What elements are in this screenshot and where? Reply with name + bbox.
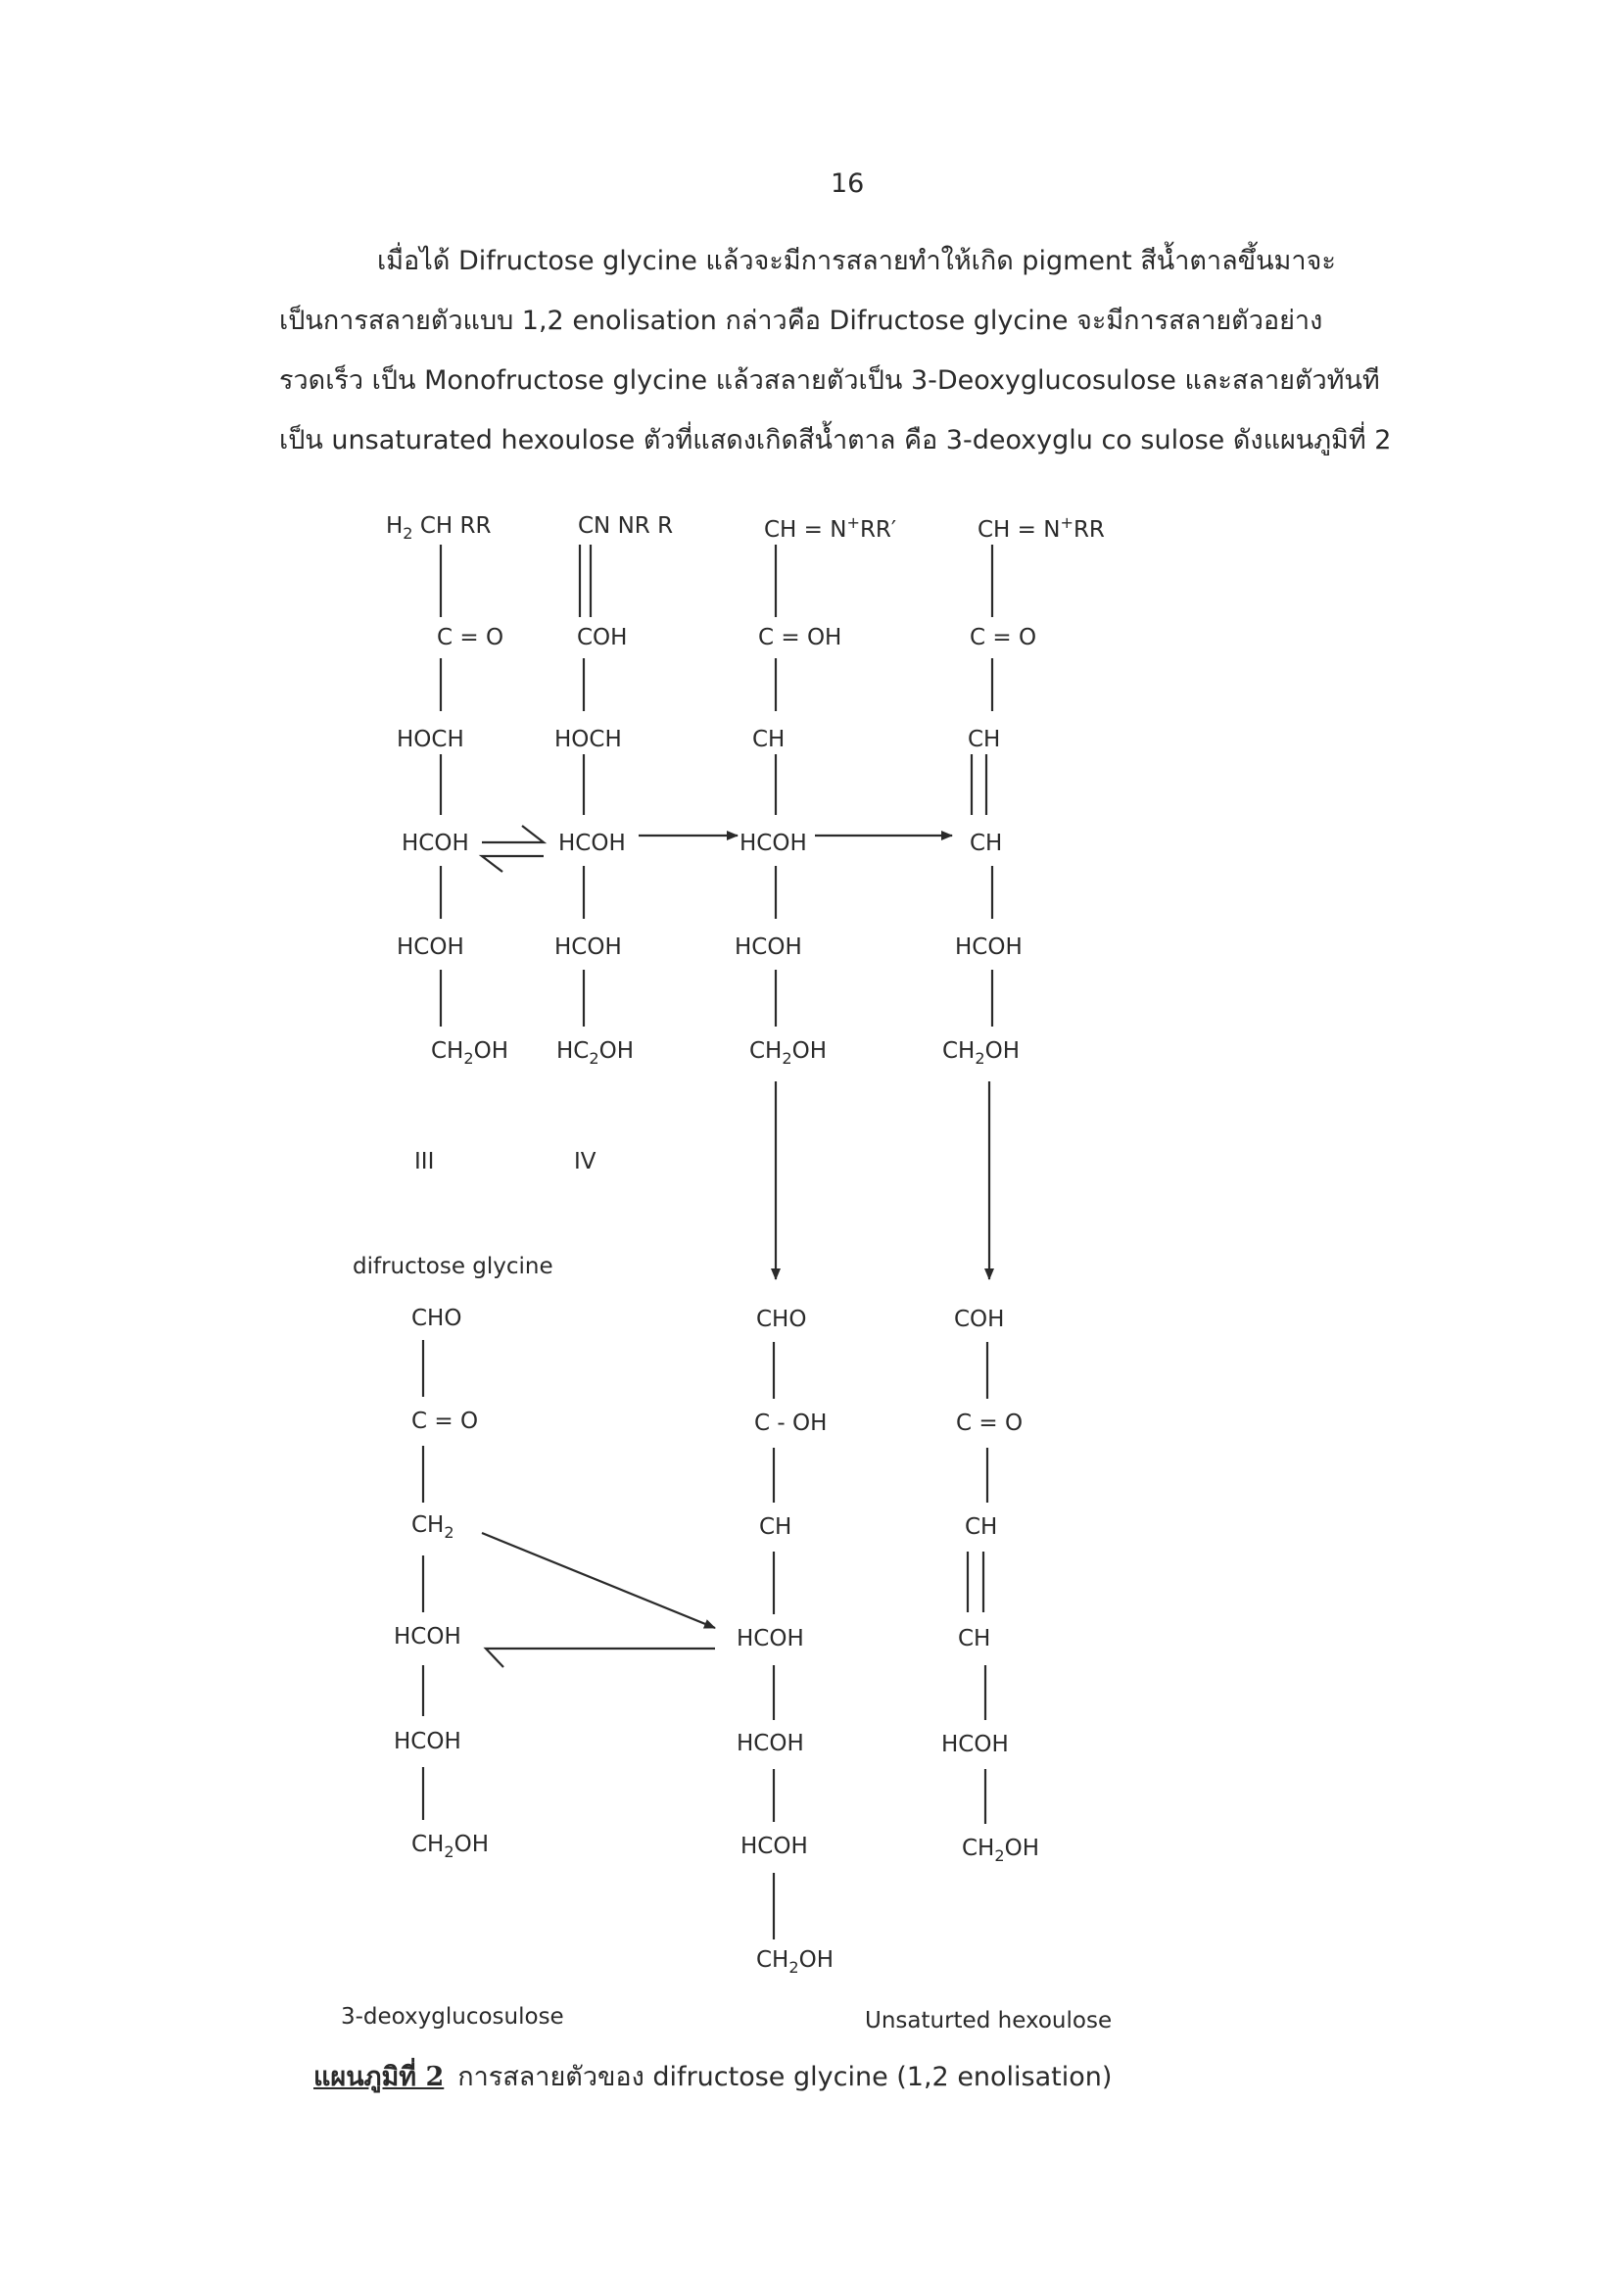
group-label: HCOH	[397, 934, 464, 960]
group-label: CH	[752, 727, 786, 752]
label-part: OH	[453, 1832, 490, 1857]
label-part: CH	[756, 1947, 789, 1973]
paragraph-line-text: รวดเร็ว เป็น Monofructose glycine แล้วสลายตัวเป็น 3-Deoxyglucosulose และสลายตัวทันที	[279, 365, 1380, 396]
label-part: CH	[942, 1038, 976, 1064]
label-subscript: 2	[994, 1846, 1005, 1865]
group-label: C = OH	[758, 625, 842, 650]
caption-text: การสลายตัวของ difructose glycine (1,2 enolisation)	[457, 2062, 1113, 2092]
group-label: C = O	[970, 625, 1037, 650]
group-label-ch2: $CH_2$	[411, 1512, 454, 1542]
group-label: CHO	[756, 1307, 807, 1332]
label-part: CH = N	[764, 517, 847, 543]
equilibrium-arrow-reverse	[482, 856, 544, 872]
group-label: HCOH	[554, 934, 622, 960]
label-part: CH = N	[978, 517, 1061, 543]
label-subscript: 2	[788, 1958, 799, 1977]
group-label: CH	[958, 1626, 991, 1651]
paragraph-line-text: เมื่อได้ Difructose glycine แล้วจะมีการสลายทำให้เกิด pigment สีน้ำตาลขึ้นมาจะ	[377, 246, 1336, 276]
group-label: HCOH	[737, 1626, 804, 1651]
label-subscript: 2	[444, 1842, 454, 1861]
page-number: 16	[831, 168, 865, 199]
group-label: COH	[577, 625, 628, 650]
group-label: HCOH	[558, 831, 626, 856]
group-label: C = O	[437, 625, 504, 650]
compound-numeral-iv: IV	[574, 1149, 596, 1174]
label-part: OH	[984, 1038, 1021, 1064]
label-subscript: 2	[463, 1049, 474, 1068]
group-label: HCOH	[402, 831, 469, 856]
label-part: OH	[598, 1038, 635, 1064]
group-label: CHO	[411, 1306, 462, 1331]
group-label: HCOH	[941, 1732, 1009, 1757]
label-subscript: 2	[403, 524, 413, 543]
label-part: CH	[962, 1836, 995, 1861]
label-part: OH	[791, 1038, 828, 1064]
difructose-glycine-label: difructose glycine	[353, 1254, 553, 1279]
label-part: OH	[798, 1947, 835, 1973]
label-part: CH	[749, 1038, 783, 1064]
group-label: HCOH	[740, 1834, 808, 1859]
label-part: HC	[556, 1038, 590, 1064]
label-subscript: 2	[975, 1049, 985, 1068]
label-part: OH	[473, 1038, 509, 1064]
label-subscript: 2	[589, 1049, 599, 1068]
group-label: HCOH	[955, 934, 1023, 960]
group-label: HOCH	[554, 727, 622, 752]
label-3-deoxyglucosulose: 3-deoxyglucosulose	[341, 2004, 564, 2030]
label-superscript: +	[846, 513, 860, 532]
label-superscript: +	[1060, 513, 1073, 532]
group-label: CH	[970, 831, 1003, 856]
label-part: CH	[411, 1832, 445, 1857]
label-part: RR′	[859, 517, 897, 543]
label-part: H	[386, 513, 404, 539]
label-unsaturated-hexoulose: Unsaturted hexoulose	[865, 2008, 1113, 2033]
group-label: C = O	[956, 1411, 1024, 1436]
paragraph-line-text: เป็น unsaturated hexoulose ตัวที่แสดงเกิดสีน้ำตาล คือ 3-deoxyglu co sulose ดังแผนภูมิที่ 2	[279, 425, 1392, 455]
group-label: CH	[965, 1514, 998, 1540]
label-part: OH	[1004, 1836, 1040, 1861]
label-part: CH RR	[412, 513, 492, 539]
group-label: C = O	[411, 1409, 479, 1434]
reverse-arrow	[486, 1649, 715, 1667]
group-label: HCOH	[394, 1624, 461, 1650]
group-label: HCOH	[394, 1729, 461, 1754]
group-label: HCOH	[735, 934, 802, 960]
group-label: COH	[954, 1307, 1005, 1332]
label-part: CH	[431, 1038, 464, 1064]
label-subscript: 2	[782, 1049, 792, 1068]
label-part: CN NR R	[578, 513, 674, 539]
group-label: HCOH	[739, 831, 807, 856]
paragraph-line-text: เป็นการสลายตัวแบบ 1,2 enolisation กล่าวคือ Difructose glycine จะมีการสลายตัวอย่าง	[279, 306, 1323, 336]
reaction-arrow	[482, 1533, 715, 1628]
group-label: CH	[759, 1514, 792, 1540]
group-label: HCOH	[737, 1731, 804, 1756]
equilibrium-arrow-forward	[482, 826, 544, 842]
group-label: CH	[968, 727, 1001, 752]
group-label: C - OH	[754, 1411, 828, 1436]
figure-number: แผนภูมิที่ 2	[313, 2062, 445, 2092]
compound-numeral-iii: III	[414, 1149, 435, 1174]
group-label: HOCH	[397, 727, 464, 752]
label-part: RR	[1073, 517, 1105, 543]
